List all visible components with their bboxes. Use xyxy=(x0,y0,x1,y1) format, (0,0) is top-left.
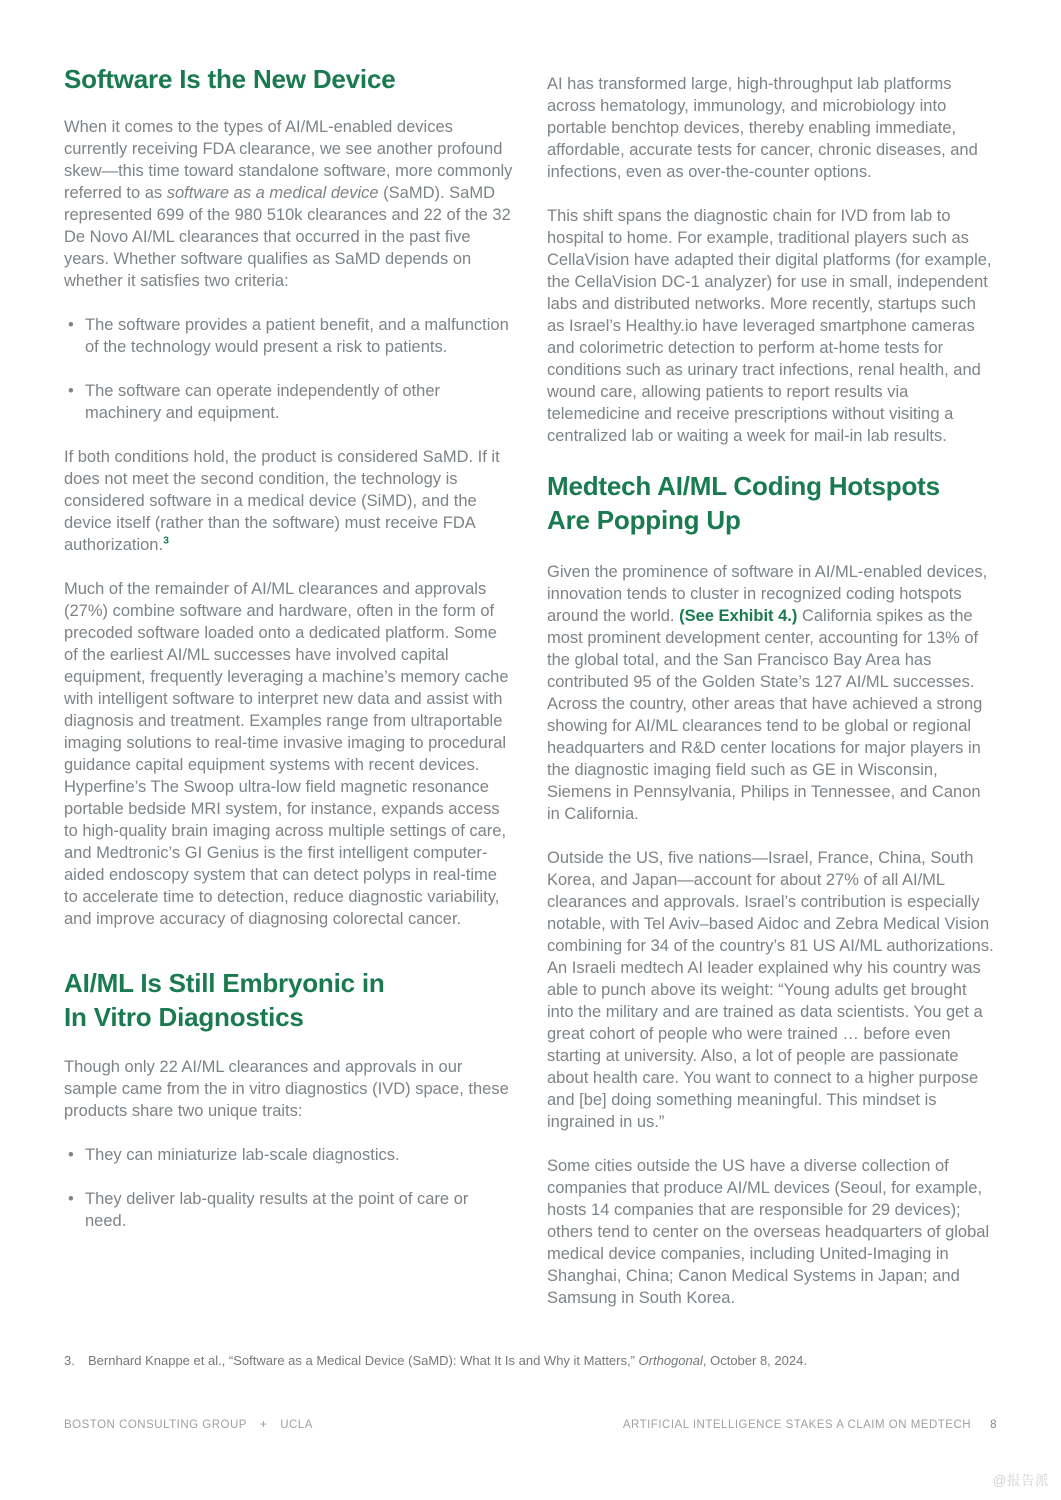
heading-line: Are Popping Up xyxy=(547,505,741,535)
bullet-item xyxy=(64,1188,513,1232)
bullet-item xyxy=(64,314,513,358)
paragraph-outside-us-nations: Outside the US, five nations—Israel, France, China, South Korea, and Japan—account for about 27% of all AI/ML clearances and approvals. Israel’s contribution is especially notable, with Tel Aviv–based Aidoc and Zebra Medical Vision combining for 34 of the country’s 81 US AI/ML authorizations. An Israeli medtech AI leader explained why his country was able to punch above its weight: “Young adults get brought into the military and are trained as data scientists. You get a great cohort of people who were trained … before even starting at university. Also, a lot of people are passionate about health care. You want to connect to a higher purpose and [be] doing something meaningful. This mindset is ingrained in us.” xyxy=(547,849,994,1131)
paragraph-hardware-software: Much of the remainder of AI/ML clearances and approvals (27%) combine software and hardware, often in the form of precoded software loaded onto a dedicated platform. Some of the earliest AI/ML successes have involved capital equipment, frequently leveraging a machine’s memory cache with intelligent software to interpret new data and assist with diagnosis and treatment. Examples range from ultraportable imaging solutions to real-time invasive imaging to procedural guidance capital equipment systems with recent devices. Hyperfine’s The Swoop ultra-low field magnetic resonance portable bedside MRI system, for instance, expands access to high-quality brain imaging across multiple settings of care, and Medtronic’s GI Genius is the first intelligent computer-aided endoscopy system that can detect polyps in real-time to accelerate time to detection, reduce diagnostic variability, and improve accuracy of diagnosing colorectal cancer. xyxy=(64,580,509,928)
bullet-text: The software can operate independently of other machinery and equipment. xyxy=(85,382,440,422)
heading-line: In Vitro Diagnostics xyxy=(64,1002,304,1032)
paragraph-hotspots-california: Given the prominence of software in AI/ML-enabled devices, innovation tends to cluster in recognized coding hotspots around the world. (See Exhibit 4.) California spikes as the most prominent development center, accounting for 13% of the global total, and the San Francisco Bay Area has contributed 95 of the Golden State’s 127 AI/ML successes. Across the country, other areas that have achieved a strong showing for AI/ML clearances tend to be global or regional headquarters and R&D center locations for major players in the diagnostic imaging field such as GE in Wisconsin, Siemens in Pennsylvania, Philips in Tennessee, and Canon in California. xyxy=(547,563,988,823)
footnote-number: 3. xyxy=(64,1353,75,1368)
bullet-text: They deliver lab-quality results at the point of care or need. xyxy=(85,1190,469,1230)
heading-line: Medtech AI/ML Coding Hotspots xyxy=(547,471,940,501)
footer-left xyxy=(64,1419,313,1431)
paragraph-simd-conditions: If both conditions hold, the product is considered SaMD. If it does not meet the second condition, the technology is considered software in a medical device (SiMD), and the device itself (rather than the software) must receive FDA authorization.$^3$ xyxy=(64,448,500,554)
footer-brand: BOSTON CONSULTING GROUP xyxy=(64,1419,247,1431)
section-heading-aiml-embryonic-ivd xyxy=(64,966,513,1034)
section-heading-coding-hotspots xyxy=(547,469,996,537)
page-number: 8 xyxy=(990,1419,997,1431)
paragraph-samd-intro: When it comes to the types of AI/ML-enabled devices currently receiving FDA clearance, we see another profound skew—this time toward standalone software, more commonly referred to as software as a medical device (SaMD). SaMD represented 699 of the 980 510k clearances and 22 of the 32 De Novo AI/ML clearances that occurred in the past five years. Whether software qualifies as SaMD depends on whether it satisfies two criteria: xyxy=(64,118,513,290)
footnote xyxy=(64,1352,997,1370)
paragraph-ivd-traits: Though only 22 AI/ML clearances and approvals in our sample came from the in vitro diagnostics (IVD) space, these products share two unique traits: xyxy=(64,1058,509,1120)
footnote-text: Bernhard Knappe et al., “Software as a Medical Device (SaMD): What It Is and Why it Matters,” Orthogonal, October 8, 2024. xyxy=(88,1353,807,1368)
bullet-list-samd-criteria xyxy=(64,314,513,424)
page-footer xyxy=(64,1419,997,1431)
bullet-text: They can miniaturize lab-scale diagnostics. xyxy=(85,1146,400,1164)
paragraph-ai-lab-platforms: AI has transformed large, high-throughput lab platforms across hematology, immunology, and microbiology into portable benchtop devices, thereby enabling immediate, affordable, accurate tests for cancer, chronic diseases, and infections, even as over-the-counter options. xyxy=(547,75,978,181)
plus-separator: + xyxy=(259,1419,268,1431)
footer-right xyxy=(623,1419,997,1431)
bullet-item xyxy=(64,1144,513,1166)
bullet-text: The software provides a patient benefit, and a malfunction of the technology would present a risk to patients. xyxy=(85,316,509,356)
heading-line: AI/ML Is Still Embryonic in xyxy=(64,968,385,998)
right-column xyxy=(547,73,996,1331)
footer-report-title: ARTIFICIAL INTELLIGENCE STAKES A CLAIM ON MEDTECH xyxy=(622,1419,972,1431)
bullet-list-ivd-traits xyxy=(64,1144,513,1232)
paragraph-diagnostic-chain: This shift spans the diagnostic chain for IVD from lab to hospital to home. For example, traditional players such as CellaVision have adapted their digital platforms (for example, the CellaVision DC-1 analyzer) for use in small, independent labs and distributed networks. More recently, startups such as Israel’s Healthy.io have leveraged smartphone cameras and colorimetric detection to perform at-home tests for conditions such as urinary tract infections, renal health, and wound care, allowing patients to report results via telemedicine and receive prescriptions without visiting a centralized lab or waiting a week for mail-in lab results. xyxy=(547,207,992,445)
bullet-item xyxy=(64,380,513,424)
watermark: @报告派 xyxy=(992,1473,1049,1488)
paragraph-cities-outside-us: Some cities outside the US have a diverse collection of companies that produce AI/ML devices (Seoul, for example, hosts 14 companies that are responsible for 29 devices); others tend to center on the overseas headquarters of global medical device companies, including United-Imaging in Shanghai, China; Canon Medical Systems in Japan; and Samsung in South Korea. xyxy=(547,1157,990,1307)
footer-org: UCLA xyxy=(280,1419,313,1431)
left-column xyxy=(64,62,513,1254)
section-heading-software-is-the-new-device: Software Is the New Device xyxy=(64,64,396,94)
